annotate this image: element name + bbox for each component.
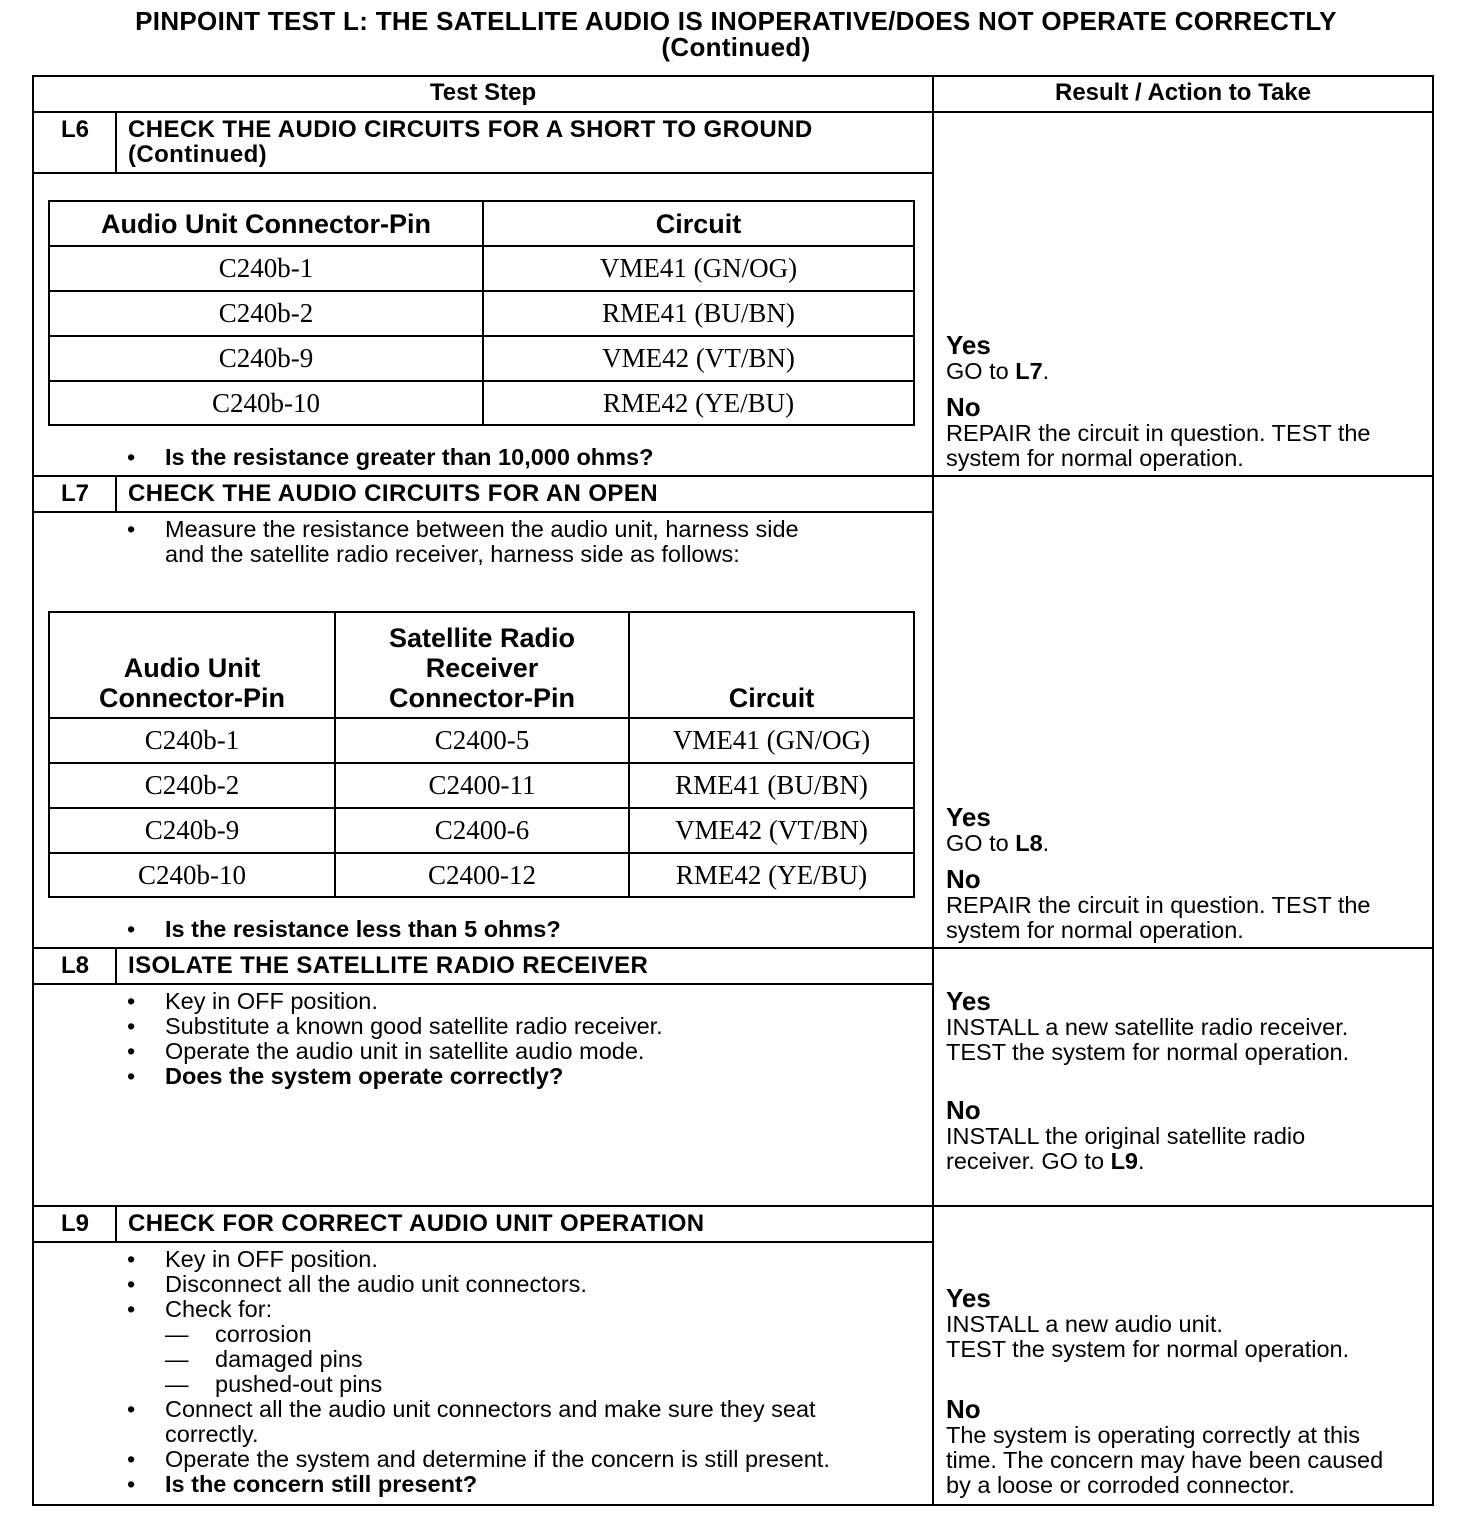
bullet-glyph: • (127, 1396, 136, 1422)
table-cell: C2400-6 (335, 808, 629, 853)
header-test-step: Test Step (429, 79, 537, 106)
bullet-line1: Connect all the audio unit connectors and make sure they seat (165, 1396, 816, 1422)
table-cell: VME42 (VT/BN) (483, 336, 914, 381)
bullet-glyph: • (127, 1013, 136, 1039)
title-line-1: PINPOINT TEST L: THE SATELLITE AUDIO IS INOPERATIVE/DOES NOT OPERATE CORRECTLY (135, 6, 1337, 36)
step-title-l6 (128, 117, 813, 167)
table-header: Circuit (483, 201, 914, 246)
question-text: Is the resistance greater than 10,000 ohms? (165, 444, 654, 470)
bullet-text: Substitute a known good satellite radio receiver. (165, 1013, 663, 1039)
yes-step-ref: L7 (1015, 358, 1043, 384)
question-text: Is the resistance less than 5 ohms? (165, 916, 561, 942)
bullet-glyph: • (127, 1271, 136, 1297)
yes-action-line2: TEST the system for normal operation. (946, 1039, 1350, 1065)
title-line-2: (Continued) (661, 32, 811, 62)
no-label: No (946, 1095, 981, 1125)
table-cell: C240b-1 (49, 718, 335, 763)
bullet-text: Operate the audio unit in satellite audio mode. (165, 1038, 645, 1064)
no-action-text: receiver. GO to (946, 1148, 1111, 1174)
question-text: Does the system operate correctly? (165, 1063, 564, 1089)
table-header: Audio Unit Connector-Pin (49, 201, 483, 246)
table-cell: C2400-11 (335, 763, 629, 808)
l8-result (946, 987, 1349, 1174)
bullet-glyph: • (127, 1246, 136, 1272)
bullet-glyph: • (127, 1063, 136, 1089)
l6-result (946, 331, 1371, 471)
bullet-glyph: • (127, 1038, 136, 1064)
dash-glyph: — (165, 1321, 189, 1347)
yes-step-ref: L8 (1015, 830, 1043, 856)
yes-label: Yes (946, 986, 991, 1016)
bullet-glyph: • (127, 916, 136, 942)
intro-line1: Measure the resistance between the audio unit, harness side (165, 516, 799, 542)
header-line: Circuit (728, 683, 815, 713)
step-id-l9: L9 (60, 1210, 89, 1237)
table-cell: C240b-9 (49, 336, 483, 381)
header-line: Satellite Radio (388, 623, 576, 653)
bullet-text: Disconnect all the audio unit connectors. (165, 1271, 587, 1297)
table-cell: RME41 (BU/BN) (629, 763, 914, 808)
l6-bottom-divider (32, 475, 1434, 477)
no-action-line2 (946, 1149, 1349, 1174)
page-title (0, 8, 1472, 60)
no-action-line2: system for normal operation. (946, 917, 1244, 943)
yes-action-line2: TEST the system for normal operation. (946, 1336, 1350, 1362)
yes-action-end: . (1042, 830, 1050, 856)
l7-bottom-divider (32, 947, 1434, 949)
no-action-line3: by a loose or corroded connector. (946, 1472, 1295, 1498)
table-cell: RME42 (YE/BU) (629, 853, 914, 897)
step-id-l6: L6 (60, 116, 89, 143)
l9-result (946, 1284, 1383, 1498)
header-line: Receiver (425, 653, 539, 683)
step-title-l7: CHECK THE AUDIO CIRCUITS FOR AN OPEN (128, 480, 658, 507)
no-action-end: . (1138, 1148, 1145, 1174)
header-line: Connector-Pin (99, 683, 285, 713)
bullet-glyph: • (127, 1471, 136, 1497)
bullet-line2: correctly. (165, 1421, 259, 1447)
yes-action-line1: INSTALL a new satellite radio receiver. (946, 1014, 1349, 1040)
bullet-text: Key in OFF position. (165, 1246, 378, 1272)
bullet-text: Operate the system and determine if the concern is still present. (165, 1446, 830, 1472)
bullet-text: Check for: (165, 1296, 273, 1322)
table-header (629, 612, 914, 718)
no-label: No (946, 392, 981, 422)
no-label: No (946, 864, 981, 894)
column-divider (932, 75, 934, 1506)
header-divider (32, 111, 1434, 113)
dash-text: corrosion (215, 1321, 312, 1347)
header-result-action: Result / Action to Take (1054, 79, 1312, 106)
bullet-glyph: • (127, 1446, 136, 1472)
table-header (49, 612, 335, 718)
no-action-line1: REPAIR the circuit in question. TEST the (946, 892, 1371, 918)
table-cell: VME42 (VT/BN) (629, 808, 914, 853)
dash-text: pushed-out pins (215, 1371, 383, 1397)
dash-text: damaged pins (215, 1346, 363, 1372)
table-cell: C240b-2 (49, 763, 335, 808)
table-cell: C240b-10 (49, 853, 335, 897)
yes-action-line1: INSTALL a new audio unit. (946, 1311, 1223, 1337)
header-line: Audio Unit (123, 653, 261, 683)
l7-result (946, 803, 1371, 943)
yes-action (946, 831, 1371, 856)
table-cell: C240b-2 (49, 291, 483, 336)
step-id-l7: L7 (60, 480, 89, 507)
table-cell: RME41 (BU/BN) (483, 291, 914, 336)
table-cell: C2400-5 (335, 718, 629, 763)
table-cell: C2400-12 (335, 853, 629, 897)
dash-glyph: — (165, 1346, 189, 1372)
l7-circuit-table (48, 611, 915, 898)
bullet-glyph: • (127, 988, 136, 1014)
no-step-ref: L9 (1110, 1148, 1138, 1174)
step-title-l6-line2: (Continued) (128, 141, 268, 168)
yes-action-text: GO to (946, 358, 1016, 384)
no-label: No (946, 1394, 981, 1424)
table-header (335, 612, 629, 718)
question-text: Is the concern still present? (165, 1471, 478, 1497)
table-cell: RME42 (YE/BU) (483, 381, 914, 425)
table-cell: C240b-9 (49, 808, 335, 853)
step-title-l9: CHECK FOR CORRECT AUDIO UNIT OPERATION (128, 1210, 705, 1237)
table-cell: VME41 (GN/OG) (483, 246, 914, 291)
table-cell: C240b-10 (49, 381, 483, 425)
table-cell: VME41 (GN/OG) (629, 718, 914, 763)
no-action-line1: REPAIR the circuit in question. TEST the (946, 420, 1371, 446)
header-line: Connector-Pin (389, 683, 575, 713)
l9-title-divider (32, 1241, 933, 1243)
l8-bottom-divider (32, 1205, 1434, 1207)
intro-text (165, 517, 799, 567)
yes-label: Yes (946, 1283, 991, 1313)
no-action-line2: time. The concern may have been caused (946, 1447, 1384, 1473)
intro-line2: and the satellite radio receiver, harness side as follows: (165, 541, 740, 567)
bullet-text: Key in OFF position. (165, 988, 378, 1014)
yes-label: Yes (946, 802, 991, 832)
bullet-glyph: • (127, 1296, 136, 1322)
dash-glyph: — (165, 1371, 189, 1397)
no-action-line2: system for normal operation. (946, 445, 1244, 471)
yes-action-end: . (1042, 358, 1050, 384)
yes-label: Yes (946, 330, 991, 360)
step-id-l8: L8 (60, 952, 89, 979)
bullet-glyph: • (127, 516, 136, 542)
l8-title-divider (32, 983, 933, 985)
l6-circuit-table (48, 200, 915, 426)
bullet-text (165, 1397, 816, 1447)
no-action-line1: INSTALL the original satellite radio (946, 1123, 1306, 1149)
step-title-l8: ISOLATE THE SATELLITE RADIO RECEIVER (128, 952, 649, 979)
l7-title-divider (32, 511, 933, 513)
bullet-glyph: • (127, 444, 136, 470)
yes-action-text: GO to (946, 830, 1016, 856)
yes-action (946, 359, 1371, 384)
no-action-line1: The system is operating correctly at this (946, 1422, 1361, 1448)
l6-title-divider (32, 172, 933, 174)
table-cell: C240b-1 (49, 246, 483, 291)
step-title-l6-line1: CHECK THE AUDIO CIRCUITS FOR A SHORT TO GROUND (128, 116, 813, 143)
